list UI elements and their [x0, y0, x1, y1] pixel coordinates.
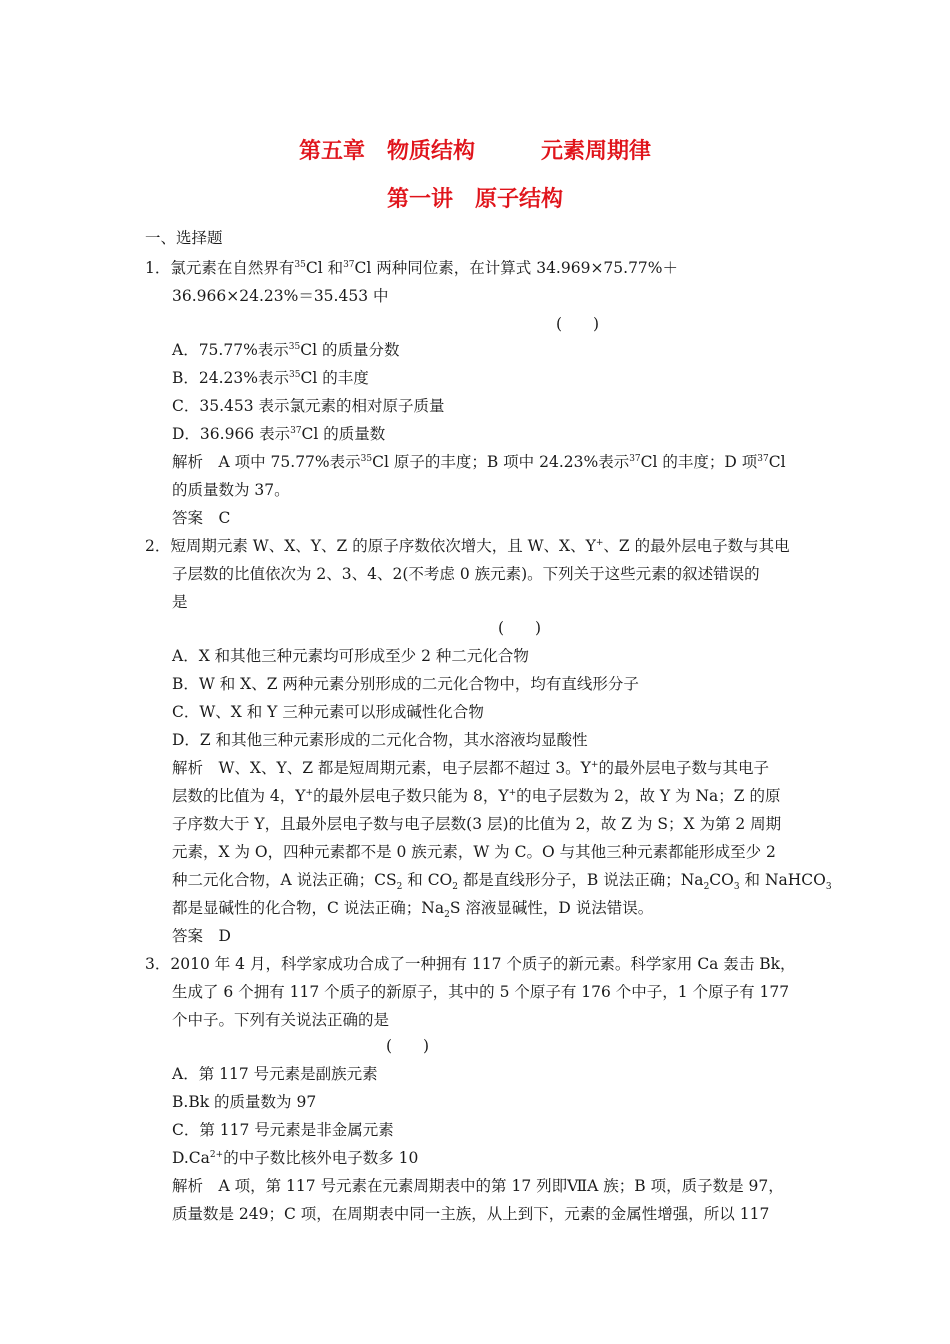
- section-heading: 一、选择题: [145, 229, 223, 247]
- option-b: B.Bk 的质量数为 97: [172, 1093, 317, 1111]
- answer-blank: ( ): [556, 315, 600, 333]
- analysis-line-1: 解析 W、X、Y、Z 都是短周期元素，电子层都不超过 3。Y+的最外层电子数与其电子: [172, 759, 769, 777]
- question-1-line-1: 1．氯元素在自然界有$^{35}$Cl 和$^{37}$Cl 两种同位素，在计算式 34.969×75.77%＋: [145, 259, 679, 277]
- question-2-line-3: 是: [172, 593, 188, 611]
- option-b: B．W 和 X、Z 两种元素分别形成的二元化合物中，均有直线形分子: [172, 675, 639, 693]
- analysis-line-4: 元素，X 为 O，四种元素都不是 0 族元素，W 为 C。O 与其他三种元素都能形成至少 2: [172, 843, 776, 861]
- lesson-title: 第一讲 原子结构: [386, 187, 563, 212]
- answer-line: 答案 D: [172, 927, 231, 945]
- option-c: C．第 117 号元素是非金属元素: [172, 1121, 394, 1139]
- option-d: D．Z 和其他三种元素形成的二元化合物，其水溶液均显酸性: [172, 731, 588, 749]
- question-2-line-2: 子层数的比值依次为 2、3、4、2(不考虑 0 族元素)。下列关于这些元素的叙述错误的: [172, 565, 760, 583]
- analysis-line-2: 的质量数为 37。: [172, 481, 290, 499]
- answer-blank: ( ): [386, 1037, 430, 1055]
- option-c: C．W、X 和 Y 三种元素可以形成碱性化合物: [172, 703, 484, 721]
- option-a: A．75.77%表示$^{35}$Cl 的质量分数: [172, 341, 400, 359]
- analysis-line-5: 种二元化合物，A 说法正确；$CS_2$ 和 $CO_2$ 都是直线形分子，B 说法正确；$Na_2CO_3$ 和 NaHCO$_3$: [172, 871, 832, 893]
- analysis-line-6: 都是显碱性的化合物，C 说法正确；$Na_2S$ 溶液显碱性，D 说法错误。: [172, 899, 654, 921]
- option-b: B．24.23%表示$^{35}$Cl 的丰度: [172, 369, 369, 387]
- option-c: C．35.453 表示氯元素的相对原子质量: [172, 397, 445, 415]
- analysis-line-1: 解析 A 项，第 117 号元素在元素周期表中的第 17 列即ⅦA 族；B 项，质子数是 97，: [172, 1177, 784, 1195]
- analysis-line-3: 子序数大于 Y，且最外层电子数与电子层数(3 层)的比值为 2，故 Z 为 S；X 为第 2 周期: [172, 815, 782, 833]
- question-3-line-3: 个中子。下列有关说法正确的是: [172, 1011, 390, 1029]
- answer-line: 答案 C: [172, 509, 231, 527]
- question-3-line-2: 生成了 6 个拥有 117 个质子的新原子，其中的 5 个原子有 176 个中子，1 个原子有 177: [172, 983, 790, 1001]
- option-a: A．第 117 号元素是副族元素: [172, 1065, 378, 1083]
- analysis-line-2: 层数的比值为 4，Y+的最外层电子数只能为 8，Y+的电子层数为 2，故 Y 为 Na；Z 的原: [172, 787, 781, 805]
- option-d: D．36.966 表示$^{37}$Cl 的质量数: [172, 425, 386, 443]
- analysis-line-1: 解析 A 项中 75.77%表示$^{35}$Cl 原子的丰度；B 项中 24.23%表示$^{37}$Cl 的丰度；D 项$^{37}$Cl: [172, 453, 786, 471]
- question-3-line-1: 3．2010 年 4 月，科学家成功合成了一种拥有 117 个质子的新元素。科学家用 Ca 轰击 Bk，: [145, 955, 796, 973]
- analysis-line-2: 质量数是 249；C 项，在周期表中同一主族，从上到下，元素的金属性增强，所以 117: [172, 1205, 770, 1223]
- option-a: A．X 和其他三种元素均可形成至少 2 种二元化合物: [172, 647, 529, 665]
- question-1-line-2: 36.966×24.23%＝35.453 中: [172, 287, 389, 305]
- chapter-title: 第五章 物质结构 元素周期律: [298, 139, 651, 164]
- option-d: $D.Ca^{2+}$的中子数比核外电子数多 10: [172, 1149, 419, 1167]
- question-2-line-1: 2．短周期元素 W、X、Y、Z 的原子序数依次增大，且 W、X、Y+、Z 的最外层电子数与其电: [145, 537, 790, 555]
- answer-blank: ( ): [498, 619, 542, 637]
